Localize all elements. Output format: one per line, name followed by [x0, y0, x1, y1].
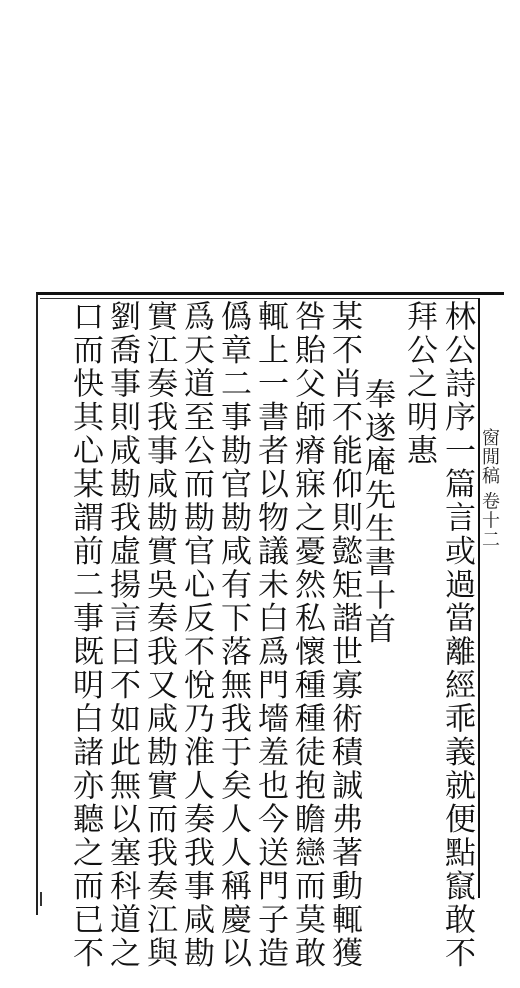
text-column-5: 某不肖不能仰則懿矩諧世寡術積誠弗著動輒獲	[326, 300, 362, 970]
text-column-11: 劉喬事則咸勘我虛揚言曰不如此無以塞科道之	[104, 300, 140, 970]
margin-label: 窗閒稿 卷十二	[479, 428, 500, 549]
bottom-edge-mark	[40, 892, 52, 906]
text-column-12: 口而快其心某謂前二事既明白諸亦聽之而已不	[67, 300, 103, 970]
text-column-10: 實江奏我事咸勘實吳奏我又咸勘實而我奏江與	[141, 300, 177, 970]
text-column-7: 輒上一書者以物議未白爲門墻羞也今送門子造	[252, 300, 288, 970]
letter-heading: 奉遂庵先生書十首	[359, 378, 395, 646]
page-margin-column	[478, 298, 504, 898]
text-column-8: 僞章二事勘官勘咸有下落無我于矣人人稱慶以	[215, 300, 251, 970]
text-column-6: 咎貽父師瘠寐之憂然私懷種種徒抱瞻戀而莫敢	[289, 300, 325, 970]
text-column-2: 拜公之明惠	[401, 300, 437, 468]
text-column-9: 爲天道至公而勘官心反不悅乃淮人奏我事咸勘	[178, 300, 214, 970]
text-column-1: 林公詩序一篇言或過當離經乖義就便點竄敢不	[439, 300, 475, 970]
